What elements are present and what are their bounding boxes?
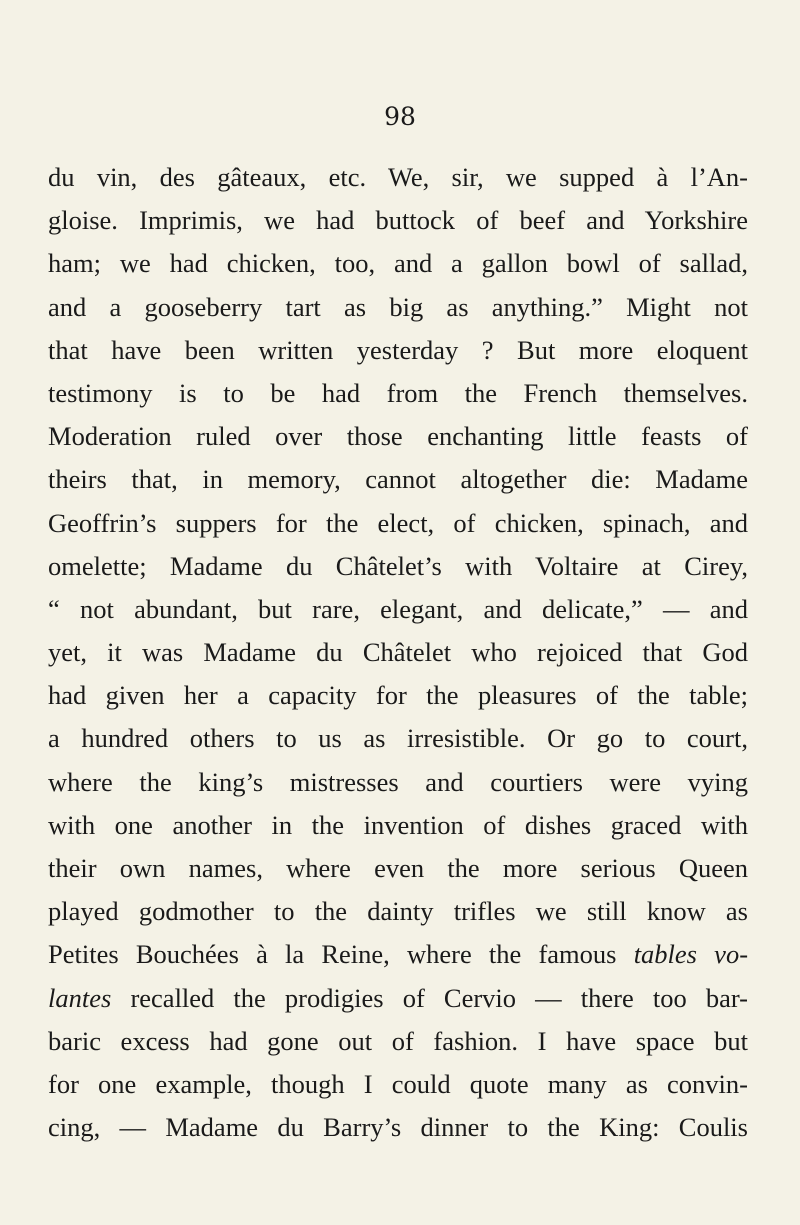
- text-line: that have been written yesterday ? But more eloquent: [48, 334, 748, 365]
- text-line: “ not abundant, but rare, elegant, and delicate,” — and: [48, 593, 748, 624]
- text-line: their own names, where even the more serious Queen: [48, 853, 748, 883]
- text-line: baric excess had gone out of fashion. I have space but: [48, 1025, 748, 1056]
- text-line: Moderation ruled over those enchanting little feasts of: [48, 421, 748, 452]
- text-line: played godmother to the dainty trifles we still know as: [48, 896, 748, 927]
- text-line: [48, 977, 748, 1020]
- text-line: had given her a capacity for the pleasures of the table;: [48, 680, 748, 711]
- text-line-part: recalled the prodigies of Cervio — there too bar-: [130, 982, 748, 1013]
- text-line: du vin, des gâteaux, etc. We, sir, we supped à l’An-: [48, 162, 748, 192]
- text-line: omelette; Madame du Châtelet’s with Voltaire at Cirey,: [48, 550, 748, 581]
- text-line: for one example, though I could quote many as convin-: [48, 1068, 748, 1099]
- body-text: [48, 156, 748, 1149]
- text-line: ham; we had chicken, too, and a gallon bowl of sallad,: [48, 248, 748, 279]
- text-line: [48, 933, 748, 976]
- text-line: gloise. Imprimis, we had buttock of beef and Yorkshire: [48, 205, 748, 236]
- text-line: a hundred others to us as irresistible. Or go to court,: [48, 723, 748, 754]
- text-line: cing, — Madame du Barry’s dinner to the King: Coulis: [48, 1112, 748, 1143]
- text-line: Geoffrin’s suppers for the elect, of chicken, spinach, and: [48, 507, 748, 538]
- text-line: where the king’s mistresses and courtiers were vying: [48, 766, 748, 797]
- text-line: testimony is to be had from the French themselves.: [48, 377, 748, 408]
- text-line: and a gooseberry tart as big as anything.” Might not: [48, 291, 748, 322]
- italic-phrase: tables vo-: [633, 939, 749, 970]
- text-line: with one another in the invention of dishes graced with: [48, 809, 748, 840]
- text-line: theirs that, in memory, cannot altogether die: Madame: [48, 464, 748, 495]
- page-number: 98: [384, 102, 416, 131]
- text-line: yet, it was Madame du Châtelet who rejoiced that God: [48, 637, 748, 668]
- italic-phrase: lantes: [48, 982, 112, 1013]
- text-line-part: Petites Bouchées à la Reine, where the famous: [48, 939, 617, 970]
